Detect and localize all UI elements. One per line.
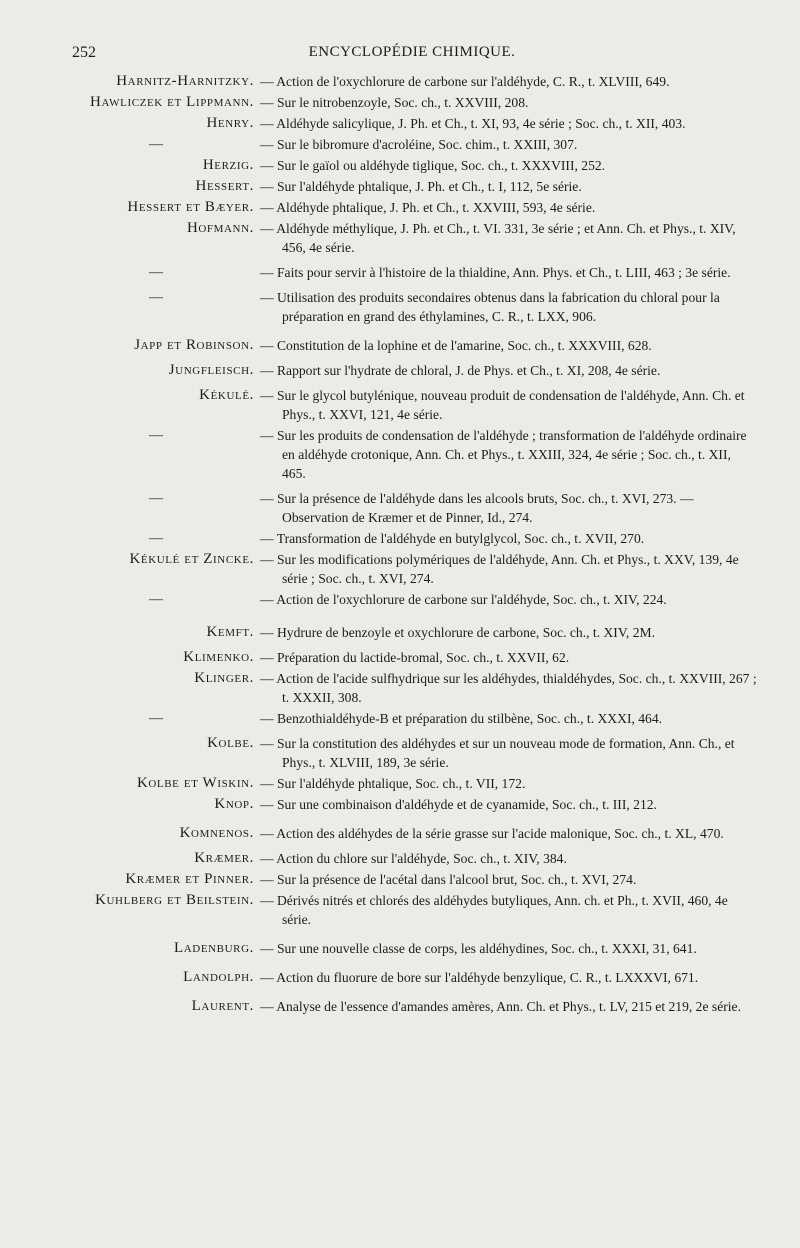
entry-text: — Action des aldéhydes de la série grasse sur l'acide malonique, Soc. ch., t. XL, 470.: [260, 826, 724, 841]
ditto-dash: —: [149, 265, 163, 280]
entry-text: — Sur les produits de condensation de l'aldéhyde ; transformation de l'aldéhyde ordinaire en aldéhyde crotonique, Ann. Ch. et Phys., t. XXIII, 324, 4e série ; Soc. ch., t. XII, 465.: [260, 428, 747, 481]
bibliography-entry: [0, 997, 800, 1016]
bibliography-entry: [0, 263, 800, 282]
entry-text: — Préparation du lactide-bromal, Soc. ch., t. XXVII, 62.: [260, 650, 570, 665]
entry-text: — Sur la constitution des aldéhydes et sur un nouveau mode de formation, Ann. Ch., et Phys., t. XLVIII, 189, 3e série.: [260, 736, 735, 770]
bibliography-entry: [0, 795, 800, 814]
bibliography-entry: [0, 529, 800, 548]
entry-text: — Utilisation des produits secondaires obtenus dans la fabrication du chloral pour la préparation en grand des éthylamines, C. R., t. LXX, 906.: [260, 290, 720, 324]
entry-text: — Benzothialdéhyde-B et préparation du stilbène, Soc. ch., t. XXXI, 464.: [260, 711, 663, 726]
bibliography-entry: [0, 198, 800, 217]
bibliography-entry: [0, 114, 800, 133]
bibliography-entry: [0, 426, 800, 483]
entry-author: Kræmer.: [194, 850, 254, 866]
entry-author: Japp et Robinson.: [134, 337, 254, 353]
ditto-dash: —: [149, 290, 163, 305]
bibliography-entry: [0, 288, 800, 326]
entry-author: Ladenburg.: [173, 940, 254, 956]
bibliography-entry: [0, 489, 800, 527]
entry-author: Kolbe et Wiskin.: [136, 775, 254, 791]
entry-author: Hessert.: [195, 178, 254, 194]
entry-author: Laurent.: [191, 998, 254, 1014]
ditto-dash: —: [149, 592, 163, 607]
entry-text: — Aldéhyde salicylique, J. Ph. et Ch., t. XI, 93, 4e série ; Soc. ch., t. XII, 403.: [260, 116, 686, 131]
entry-author: Kékulé.: [199, 387, 254, 403]
entry-text: — Aldéhyde phtalique, J. Ph. et Ch., t. XXVIII, 593, 4e série.: [260, 200, 596, 215]
entry-text: — Aldéhyde méthylique, J. Ph. et Ch., t. VI. 331, 3e série ; et Ann. Ch. et Phys., t. XIV, 456, 4e série.: [260, 221, 736, 255]
bibliography-entry: [0, 939, 800, 958]
entry-author: Jungfleisch.: [168, 362, 254, 378]
ditto-dash: —: [149, 711, 163, 726]
bibliography-entry: [0, 849, 800, 868]
entry-author: Klinger.: [194, 670, 254, 686]
entry-author: Knop.: [214, 796, 254, 812]
bibliography-entry: [0, 623, 800, 642]
bibliography-entry: [0, 891, 800, 929]
ditto-dash: —: [149, 531, 163, 546]
entry-author: Kræmer et Pinner.: [125, 871, 254, 887]
entry-author: Hofmann.: [186, 220, 254, 236]
running-title: ENCYCLOPÉDIE CHIMIQUE.: [308, 44, 516, 60]
bibliography-list: [0, 72, 800, 1018]
bibliography-entry: [0, 219, 800, 257]
ditto-dash: —: [149, 137, 163, 152]
entry-author: Landolph.: [183, 969, 254, 985]
entry-text: — Sur une nouvelle classe de corps, les aldéhydines, Soc. ch., t. XXXI, 31, 641.: [260, 941, 697, 956]
entry-text: — Action de l'acide sulfhydrique sur les aldéhydes, thialdéhydes, Soc. ch., t. XXVIII, 267 ; t. XXXII, 308.: [260, 671, 757, 705]
entry-text: — Action du chlore sur l'aldéhyde, Soc. ch., t. XIV, 384.: [260, 851, 567, 866]
entry-author: Henry.: [206, 115, 254, 131]
bibliography-entry: [0, 709, 800, 728]
bibliography-entry: [0, 336, 800, 355]
entry-author: Komnenos.: [179, 825, 254, 841]
entry-text: — Rapport sur l'hydrate de chloral, J. de Phys. et Ch., t. XI, 208, 4e série.: [260, 363, 661, 378]
bibliography-entry: [0, 386, 800, 424]
entry-text: — Sur l'aldéhyde phtalique, Soc. ch., t. VII, 172.: [260, 776, 526, 791]
entry-text: — Sur le nitrobenzoyle, Soc. ch., t. XXVIII, 208.: [260, 95, 529, 110]
entry-text: — Sur les modifications polymériques de l'aldéhyde, Ann. Ch. et Phys., t. XXV, 139, 4e série ; Soc. ch., t. XVI, 274.: [260, 552, 739, 586]
ditto-dash: —: [149, 491, 163, 506]
entry-text: — Sur la présence de l'acétal dans l'alcool brut, Soc. ch., t. XVI, 274.: [260, 872, 637, 887]
bibliography-entry: [0, 156, 800, 175]
bibliography-entry: [0, 648, 800, 667]
bibliography-entry: [0, 177, 800, 196]
entry-text: — Sur le bibromure d'acroléine, Soc. chim., t. XXIII, 307.: [260, 137, 578, 152]
entry-author: Kuhlberg et Beilstein.: [95, 892, 254, 908]
bibliography-entry: [0, 774, 800, 793]
bibliography-entry: [0, 870, 800, 889]
bibliography-entry: [0, 824, 800, 843]
bibliography-entry: [0, 669, 800, 707]
entry-author: Kemft.: [206, 624, 254, 640]
entry-text: — Action du fluorure de bore sur l'aldéhyde benzylique, C. R., t. LXXXVI, 671.: [260, 970, 699, 985]
entry-author: Kékulé et Zincke.: [129, 551, 254, 567]
bibliography-entry: [0, 734, 800, 772]
entry-text: — Action de l'oxychlorure de carbone sur l'aldéhyde, C. R., t. XLVIII, 649.: [260, 74, 670, 89]
entry-author: Harnitz-Harnitzky.: [116, 73, 254, 89]
entry-author: Hessert et Bæyer.: [127, 199, 254, 215]
entry-text: — Sur la présence de l'aldéhyde dans les alcools bruts, Soc. ch., t. XVI, 273. — Observation de Kræmer et de Pinner, Id., 274.: [260, 491, 694, 525]
entry-text: — Sur le gaïol ou aldéhyde tiglique, Soc. ch., t. XXXVIII, 252.: [260, 158, 606, 173]
entry-text: — Sur le glycol butylénique, nouveau produit de condensation de l'aldéhyde, Ann. Ch. et Phys., t. XXVI, 121, 4e série.: [260, 388, 745, 422]
bibliography-entry: [0, 72, 800, 91]
page-number: 252: [72, 44, 96, 61]
entry-text: — Constitution de la lophine et de l'amarine, Soc. ch., t. XXXVIII, 628.: [260, 338, 652, 353]
page-header: [72, 44, 752, 66]
entry-author: Kolbe.: [207, 735, 254, 751]
bibliography-entry: [0, 93, 800, 112]
entry-text: — Hydrure de benzoyle et oxychlorure de carbone, Soc. ch., t. XIV, 2M.: [260, 625, 655, 640]
bibliography-entry: [0, 361, 800, 380]
entry-text: — Sur l'aldéhyde phtalique, J. Ph. et Ch., t. I, 112, 5e série.: [260, 179, 582, 194]
bibliography-entry: [0, 550, 800, 588]
entry-text: — Dérivés nitrés et chlorés des aldéhydes butyliques, Ann. ch. et Ph., t. XVII, 460, 4e série.: [260, 893, 728, 927]
entry-text: — Sur une combinaison d'aldéhyde et de cyanamide, Soc. ch., t. III, 212.: [260, 797, 657, 812]
entry-text: — Transformation de l'aldéhyde en butylglycol, Soc. ch., t. XVII, 270.: [260, 531, 645, 546]
entry-author: Hawliczek et Lippmann.: [90, 94, 254, 110]
entry-text: — Action de l'oxychlorure de carbone sur l'aldéhyde, Soc. ch., t. XIV, 224.: [260, 592, 667, 607]
entry-author: Herzig.: [202, 157, 254, 173]
bibliography-entry: [0, 590, 800, 609]
entry-author: Klimenko.: [183, 649, 254, 665]
bibliography-entry: [0, 135, 800, 154]
entry-text: — Analyse de l'essence d'amandes amères, Ann. Ch. et Phys., t. LV, 215 et 219, 2e série.: [260, 999, 741, 1014]
entry-text: — Faits pour servir à l'histoire de la thialdine, Ann. Phys. et Ch., t. LIII, 463 ; 3e série.: [260, 265, 731, 280]
ditto-dash: —: [149, 428, 163, 443]
bibliography-entry: [0, 968, 800, 987]
